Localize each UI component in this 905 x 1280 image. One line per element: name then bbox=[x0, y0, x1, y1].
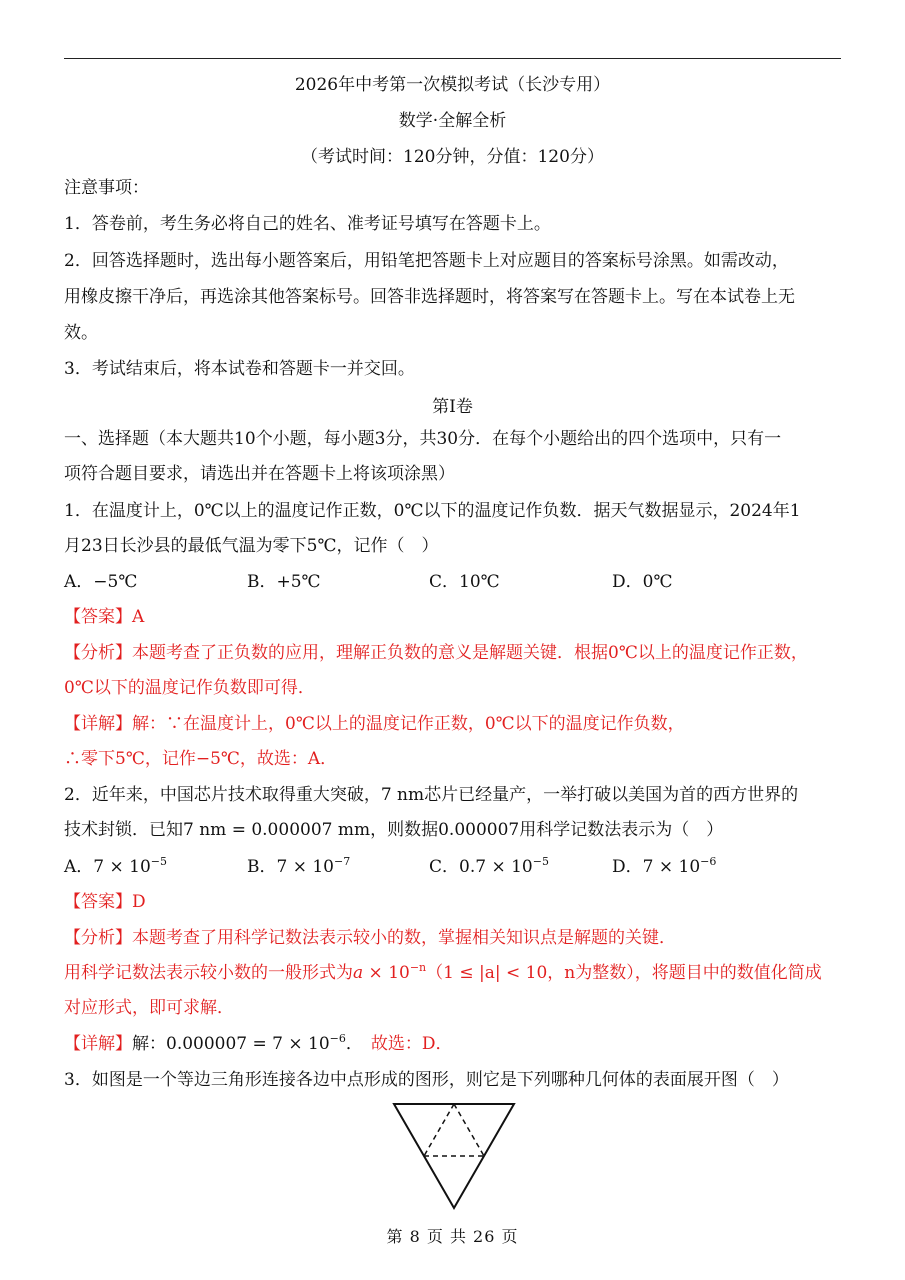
q2-analysis-line-2: 用科学记数法表示较小数的一般形式为$a \times 10^{-n}(1 \le |a| < 10$，n为整数），将题目中的数值化简成 bbox=[64, 961, 822, 983]
q2-stem-line-1: 2．近年来，中国芯片技术取得重大突破，7 nm芯片已经量产，一举打破以美国为首的西方世界的 bbox=[64, 785, 799, 805]
q1-detail-line-1 bbox=[64, 712, 844, 736]
exam-info: （考试时间：120分钟，分值：120分） bbox=[301, 147, 604, 167]
page-footer: 第 8 页 共 26 页 bbox=[386, 1227, 519, 1246]
q2-option-d: D．$7 \times 10^{-6}$ bbox=[612, 855, 717, 877]
q1-detail-line-2: ∴零下5℃，记作−5℃，故选：A． bbox=[64, 749, 338, 769]
q2-analysis-line-1: 【分析】本题考查了用科学记数法表示较小的数，掌握相关知识点是解题的关键． bbox=[64, 928, 676, 948]
q1-stem-line-2: 月23日长沙县的最低气温为零下5℃，记作（ ） bbox=[64, 536, 439, 556]
q1-stem-line-1: 1．在温度计上，0℃以上的温度记作正数，0℃以下的温度记作负数．据天气数据显示，2024年1 bbox=[64, 501, 801, 521]
notice-item-3: 3．考试结束后，将本试卷和答题卡一并交回。 bbox=[64, 359, 415, 379]
notice-item-2-line-3: 效。 bbox=[64, 323, 98, 343]
exam-title: 2026年中考第一次模拟考试（长沙专用） bbox=[294, 75, 611, 95]
triangle-net-figure bbox=[392, 1102, 516, 1210]
volume-title: 第Ⅰ卷 bbox=[432, 397, 473, 417]
q2-stem-line-2: 技术封锁．已知7 nm = 0.000007 mm，则数据0.000007用科学记数法表示为（ ） bbox=[64, 820, 724, 840]
q2-analysis-line-3: 对应形式，即可求解． bbox=[64, 998, 234, 1018]
exam-subtitle: 数学·全解全析 bbox=[398, 111, 507, 131]
q1-answer: 【答案】A bbox=[64, 607, 145, 627]
q2-option-b: B．$7 \times 10^{-7}$ bbox=[247, 855, 351, 877]
notice-item-1: 1．答卷前，考生务必将自己的姓名、准考证号填写在答题卡上。 bbox=[64, 214, 551, 234]
midline-right bbox=[454, 1104, 484, 1156]
q3-stem-line-1: 3．如图是一个等边三角形连接各边中点形成的图形，则它是下列哪种几何体的表面展开图（ ） bbox=[64, 1070, 789, 1090]
q1-option-d: D．0℃ bbox=[612, 572, 673, 592]
q1-analysis-line-2: 0℃以下的温度记作负数即可得． bbox=[64, 678, 315, 698]
q2-option-c: C．$0.7 \times 10^{-5}$ bbox=[429, 855, 549, 877]
midline-left bbox=[424, 1104, 454, 1156]
q1-analysis-line-1: 【分析】本题考查了正负数的应用，理解正负数的意义是解题关键．根据0℃以上的温度记作正数， bbox=[64, 643, 808, 663]
section-heading-line-2: 项符合题目要求，请选出并在答题卡上将该项涂黑） bbox=[64, 464, 455, 484]
notice-item-2-line-1: 2．回答选择题时，选出每小题答案后，用铅笔把答题卡上对应题目的答案标号涂黑。如需改动， bbox=[64, 251, 789, 271]
q2-option-a: A．$7 \times 10^{-5}$ bbox=[64, 855, 167, 877]
notice-heading: 注意事项： bbox=[64, 178, 149, 198]
q1-option-b: B．+5℃ bbox=[247, 572, 321, 592]
q2-detail-line: 【详解】解：$0.000007 = 7 \times 10^{-6}$． 故选：D． bbox=[64, 1032, 453, 1054]
q1-option-c: C．10℃ bbox=[429, 572, 500, 592]
section-heading-line-1: 一、选择题（本大题共10个小题，每小题3分，共30分．在每个小题给出的四个选项中，只有一 bbox=[64, 429, 782, 449]
q1-detail-text: 解：∵在温度计上，0℃以上的温度记作正数，0℃以下的温度记作负数， bbox=[132, 714, 685, 734]
header-rule bbox=[64, 58, 841, 59]
notice-item-2-line-2: 用橡皮擦干净后，再选涂其他答案标号。回答非选择题时，将答案写在答题卡上。写在本试卷上无 bbox=[64, 287, 795, 307]
q1-detail-label: 【详解】 bbox=[64, 714, 132, 734]
q1-option-a: A．−5℃ bbox=[64, 572, 138, 592]
q2-answer: 【答案】D bbox=[64, 892, 146, 912]
